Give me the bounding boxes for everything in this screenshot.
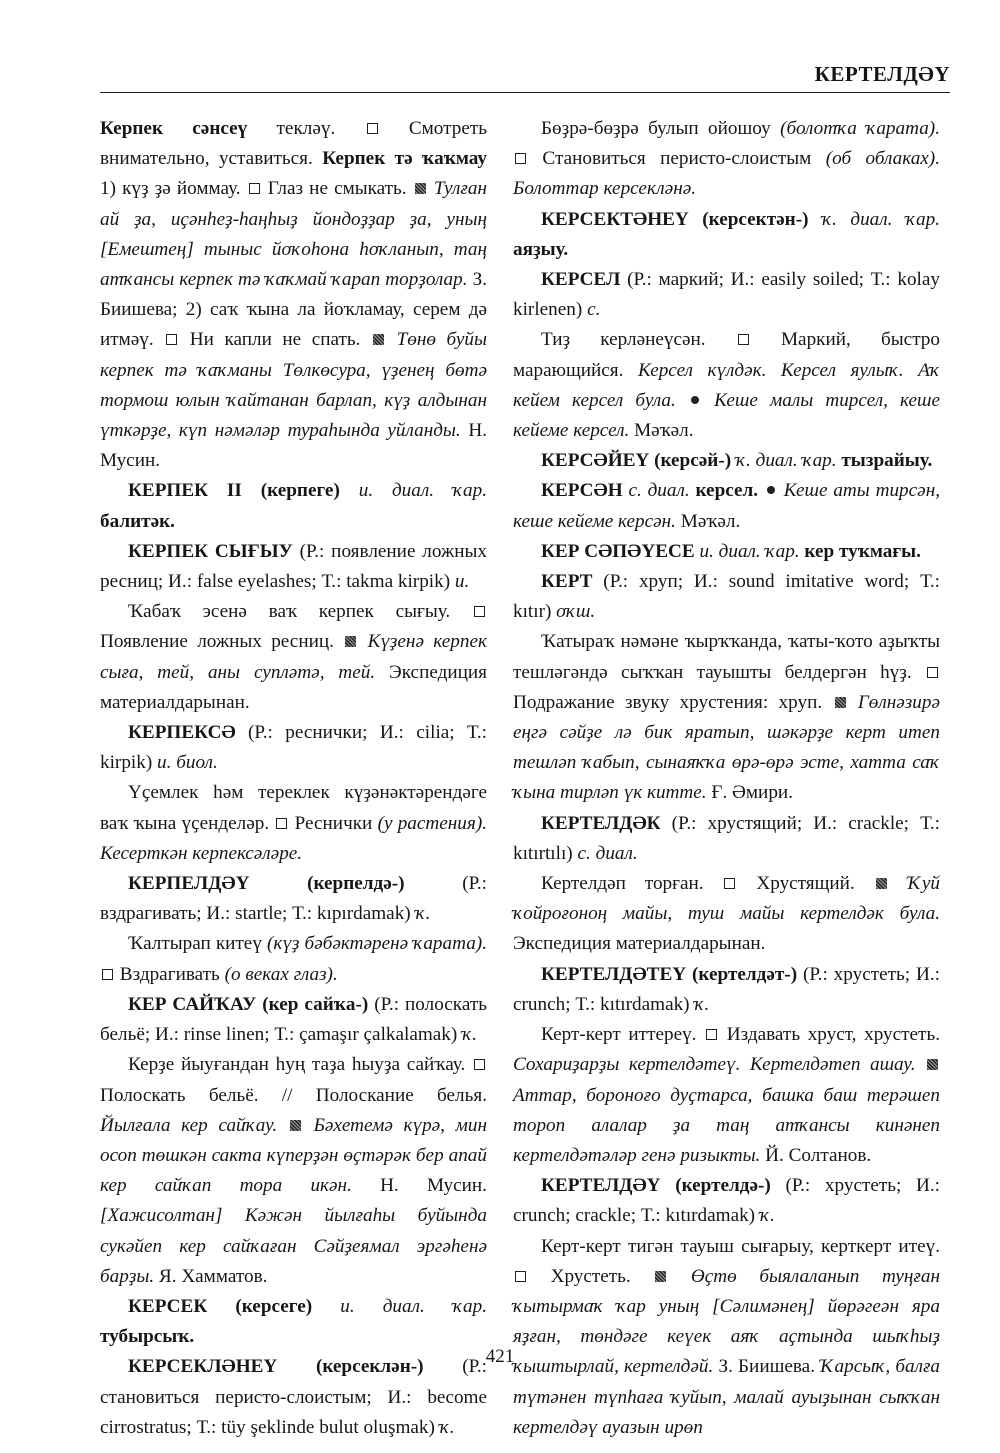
- translation-marker-icon: [927, 667, 938, 678]
- translation-marker-icon: [706, 1029, 717, 1040]
- translation-marker-icon: [367, 123, 378, 134]
- left-column: [100, 114, 487, 1443]
- translation-marker-icon: [249, 183, 260, 194]
- example-marker-icon: [835, 697, 846, 708]
- example-marker-icon: [927, 1059, 938, 1070]
- entry-paragraph: КЕРТЕЛДӘТЕҮ (кертелдәт-) (Р.: хрустеть; И.: crunch; Т.: kıtırdamak) ҡ.: [513, 963, 940, 1015]
- entry-paragraph: Тиҙ керләнеүсән. Маркий, быстро марающийся. Керсел күлдәк. Керсел яулыҡ. Аҡ кейем керсел була. Кеше малы тирсел, кеше кейеме керсел. Мәҡәл.: [513, 329, 941, 442]
- translation-marker-icon: [515, 153, 526, 164]
- entry-paragraph: КЕРПЕК СЫҒЫУ (Р.: появление ложных ресниц; И.: false eyelashes; Т.: takma kirpik) и.: [100, 540, 487, 593]
- proverb-marker-icon: [691, 396, 699, 404]
- entry-paragraph: Керт-керт тигән тауыш сығарыу, керткерт итеү. Хрустеть. Өҫтө быялаланып туңған ҡытырмаҡ ҡар уның [Сәлимәнең] йөрәгеән яра яҙған, төндәге кеүек аяҡ аҫтында шыҡһыҙ ҡыштырлай, кертелдәй. З. Биишева. Ҡарсыҡ, балға түтәнен түпһаға ҡуйып, малай ауыҙынан сыҡҡан кертелдәү ауазын ирөп: [513, 1235, 941, 1438]
- entry-paragraph: Ҡатыраҡ нәмәне ҡырҡҡанда, ҡаты-ҡото аҙыҡты тешләгәндә сыҡҡан тауышты белдергән һүҙ. Подражание звуку хрустения: хруп. Гөлнәзирә еңгә сәйҙе лә бик яратып, шәкәрҙе керт итеп тешләп ҡабып, сынаяҡҡа өрә-өрә эсте, хатта саҡ ҡына тирләп үк китте. Ғ. Әмири.: [513, 631, 940, 804]
- translation-marker-icon: [474, 606, 485, 617]
- translation-marker-icon: [474, 1059, 485, 1070]
- entry-paragraph: Ҡалтырап китеү (күҙ бәбәктәренә ҡарата). Вздрагивать (о веках глаз).: [100, 929, 487, 989]
- entry-paragraph: КЕРСЕКТӘНЕҮ (керсектән-) ҡ. диал. ҡар. аяҙыу.: [513, 208, 940, 260]
- entry-paragraph: КЕРСЕЛ (Р.: маркий; И.: easily soiled; Т.: kolay kirlenen) с.: [513, 269, 940, 321]
- entry-paragraph: Керт-керт иттереү. Издавать хруст, хрустеть. Сохариҙарҙы кертелдәтеү. Кертелдәтеп ашау. Аттар, бороноғо дуҫтарса, башка баш терәшеп тороп алалар ҙа таң атҡансы кинәнеп кертелдәтәләр генә ризыкты. Й. Солтанов.: [513, 1024, 940, 1166]
- entry-paragraph: КЕРПЕЛДӘҮ (керпелдә-) (Р.: вздрагивать; И.: startle; Т.: kıpırdamak) ҡ.: [100, 873, 487, 925]
- running-head: КЕРТЕЛДӘҮ: [814, 62, 950, 86]
- entry-paragraph: КЕРСЕК (керсеге) и. диал. ҡар. тубырсыҡ.: [100, 1295, 487, 1348]
- translation-marker-icon: [738, 334, 749, 345]
- entry-paragraph: КЕРСӘН с. диал. керсел. Кеше аты тирсән, кеше кейеме керсән. Мәҡәл.: [513, 480, 941, 532]
- translation-marker-icon: [724, 878, 735, 889]
- entry-paragraph: КЕРПЕК II (керпеге) и. диал. ҡар. балитәк.: [100, 480, 488, 532]
- entry-paragraph: КЕРТЕЛДӘК (Р.: хрустящий; И.: crackle; Т.: kıtırtılı) с. диал.: [513, 812, 940, 864]
- entry-paragraph: Ҡабаҡ эсенә ваҡ керпек сығыу. Появление ложных ресниц. Күҙенә керпек сыға, тей, аны супләтә, тей. Экспедиция материалдарынан.: [100, 601, 488, 713]
- entry-paragraph: Үҫемлек һәм тереклек күҙәнәктәрендәге ваҡ ҡына үҫенделәр. Реснички (у растения). Кесерткән керпексәләре.: [100, 782, 488, 864]
- example-marker-icon: [373, 334, 384, 345]
- entry-paragraph: Керпек сәнсеү текләү. Смотреть внимательно, уставиться. Керпек тә ҡаҡмау 1) күҙ ҙә йоммау. Глаз не смыкать. Тулған ай ҙа, иҫәнһеҙ-һаңһыҙ йондоҙҙар ҙа, уның [Емештең] тыныс йоҡоһона һоҡланып, таң атҡансы керпек тә ҡаҡмай ҡарап торҙолар. З. Биишева; 2) саҡ ҡына ла йоҡламау, серем дә итмәү. Ни капли не спать. Төнө буйы керпек тә ҡаҡманы Төлкөсура, үҙенең бөтә тормош юлын ҡайтанан барлап, күҙ алдынан үткәрҙе, күп нәмәләр тураһында уйланды. Н. Мусин.: [100, 118, 488, 472]
- example-marker-icon: [290, 1120, 301, 1131]
- proverb-marker-icon: [767, 486, 775, 494]
- translation-marker-icon: [515, 1271, 526, 1282]
- entry-paragraph: Бөҙрә-бөҙрә булып ойошоу (болотҡа ҡарата). Становиться перисто-слоистым (об облаках). Болоттар керсекләнә.: [513, 118, 940, 200]
- entry-paragraph: КЕР СӘПӘҮЕСЕ и. диал. ҡар. кер туҡмағы.: [541, 540, 921, 562]
- example-marker-icon: [345, 636, 356, 647]
- example-marker-icon: [415, 183, 426, 194]
- entry-paragraph: КЕРТЕЛДӘҮ (кертелдә-) (Р.: хрустеть; И.: crunch; crackle; Т.: kıtırdamak) ҡ.: [513, 1175, 940, 1227]
- right-column: [513, 114, 940, 1443]
- translation-marker-icon: [166, 334, 177, 345]
- entry-paragraph: КЕРТ (Р.: хруп; И.: sound imitative word; Т.: kıtır) оҡш.: [513, 571, 940, 623]
- example-marker-icon: [655, 1271, 666, 1282]
- entry-paragraph: Керҙе йыуғандан һуң таҙа һыуҙа сайҡау. Полоскать бельё. // Полоскание белья. Йылғала кер сайҡау. Бәхетемә күрә, мин осоп төшкән сакта күперҙән өҫтәрәк бер апай кер сайҡап тора икән. Н. Мусин. [Хажисолтан] Кәжән йылғаһы буйында сукәйеп кер сайҡаған Сәйҙеямал эргәһенә барҙы. Я. Хамматов.: [100, 1054, 488, 1287]
- translation-marker-icon: [276, 818, 287, 829]
- translation-marker-icon: [102, 969, 113, 980]
- example-marker-icon: [876, 878, 887, 889]
- entry-paragraph: КЕРСӘЙЕҮ (керсәй-) ҡ. диал. ҡар. тызрайыу.: [541, 450, 933, 472]
- entry-paragraph: КЕРПЕКСӘ (Р.: реснички; И.: cilia; Т.: kirpik) и. биол.: [100, 722, 487, 774]
- entry-paragraph: КЕР САЙҠАУ (кер сайҡа-) (Р.: полоскать бельё; И.: rinse linen; Т.: çamaşır çalkalamak) ҡ.: [100, 993, 487, 1046]
- entry-paragraph: Кертелдәп торған. Хрустящий. Ҡуй ҡойроғоноң майы, туш майы кертелдәк була. Экспедиция материалдарынан.: [513, 873, 941, 955]
- entry-paragraph: КЕРСЕКЛӘНЕҮ (керсеклән-) (Р.: становиться перисто-слоистым; И.: become cirrostratus; Т.: tüy şeklinde bulut oluşmak) ҡ.: [100, 1356, 487, 1438]
- header-rule: [100, 92, 950, 93]
- page-number: 421: [485, 1346, 515, 1367]
